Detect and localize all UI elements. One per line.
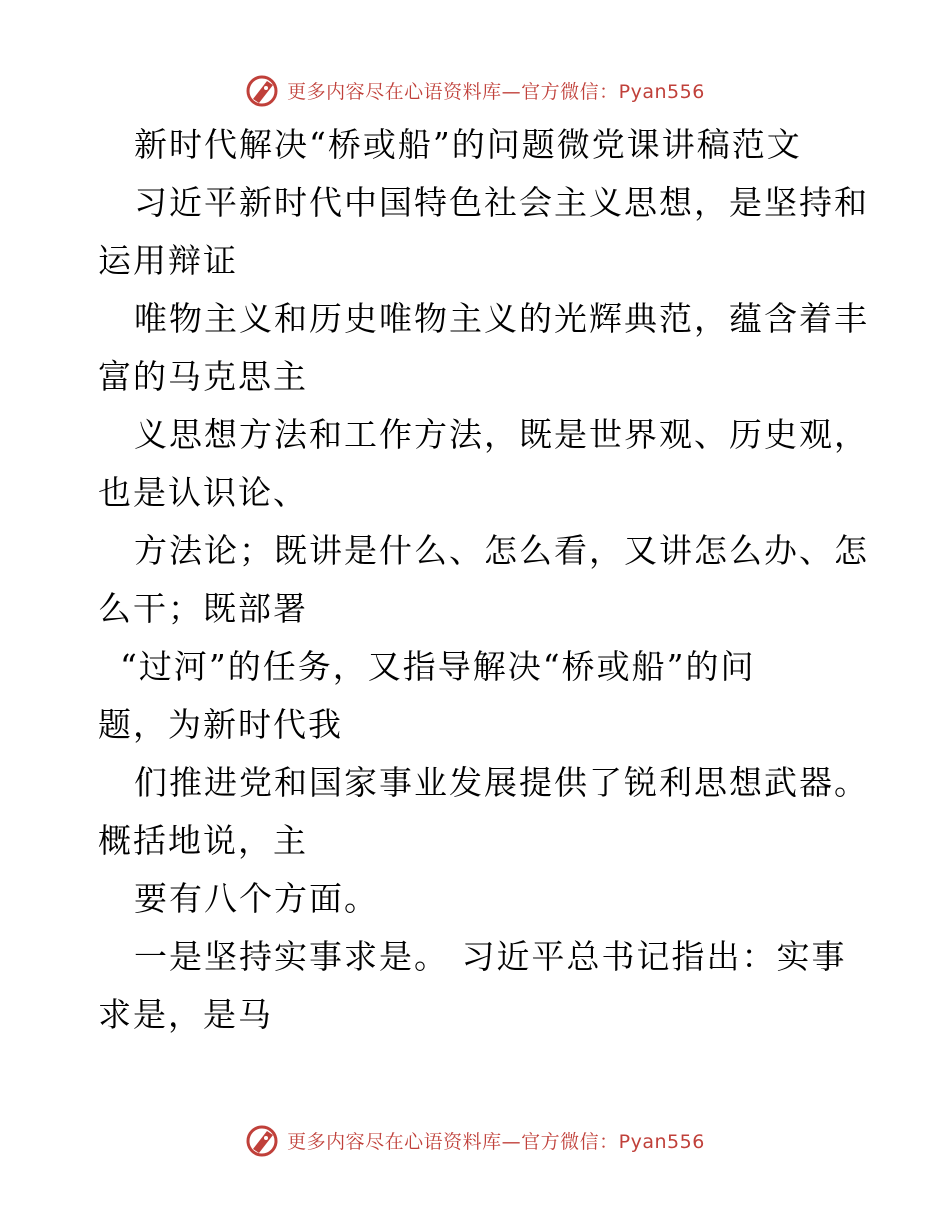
text-line: 运用辩证 <box>98 241 238 280</box>
footer-banner <box>0 1120 950 1160</box>
text-line: 习近平新时代中国特色社会主义思想，是坚持和 <box>134 183 869 222</box>
header-banner-text: 更多内容尽在心语资料库—官方微信：Pyan556 <box>287 80 705 103</box>
text-line: 么干；既部署 <box>98 589 308 628</box>
header-banner <box>0 70 950 110</box>
text-line: 求是，是马 <box>98 995 273 1034</box>
text-line: 唯物主义和历史唯物主义的光辉典范，蕴含着丰 <box>134 299 869 338</box>
text-line: 要有八个方面。 <box>134 879 379 918</box>
text-line: 也是认识论、 <box>98 473 308 512</box>
pen-nib-circle-icon <box>245 72 281 108</box>
text-line: 们推进党和国家事业发展提供了锐利思想武器。 <box>134 763 869 802</box>
footer-banner-text: 更多内容尽在心语资料库—官方微信：Pyan556 <box>287 1130 705 1153</box>
text-line: “过河”的任务，又指导解决“桥或船”的问 <box>120 647 756 686</box>
text-line: 题，为新时代我 <box>98 705 343 744</box>
text-line: 义思想方法和工作方法，既是世界观、历史观， <box>134 415 869 454</box>
text-line: 方法论；既讲是什么、怎么看，又讲怎么办、怎 <box>134 531 869 570</box>
text-line: 富的马克思主 <box>98 357 308 396</box>
document-title: 新时代解决“桥或船”的问题微党课讲稿范文 <box>134 125 802 164</box>
text-line: 一是坚持实事求是。 习近平总书记指出：实事 <box>134 937 847 976</box>
text-line: 概括地说，主 <box>98 821 308 860</box>
pen-nib-circle-icon <box>245 1122 281 1158</box>
